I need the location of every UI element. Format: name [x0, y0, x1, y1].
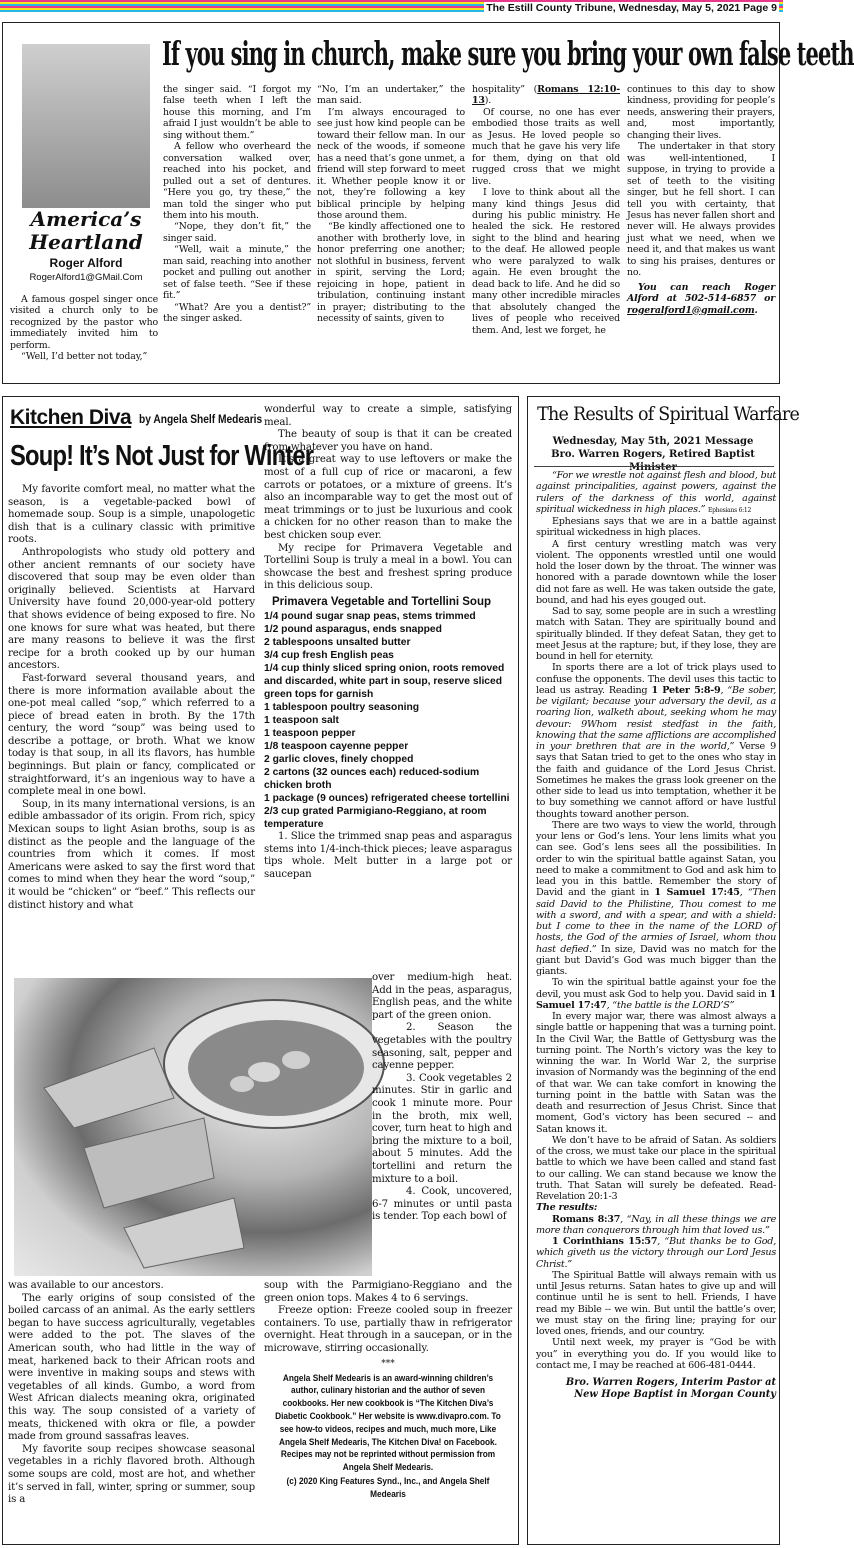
paragraph: Freeze option: Freeze cooled soup in freezer containers. To use, partially thaw in refrigerator overnight. Heat through in a saucepan, or in the microwave, stirring occasionally. [264, 1305, 512, 1354]
scripture-quote: , “Be sober, be vigilant; because your adversary the devil, as a roaring lion, walketh about, seeking whom he may devour: 9Whom resist stedfast in the faith, knowing that the same afflictions are accomplished in your brethren that are in the world,” [536, 684, 777, 752]
results-label: The results: [536, 1202, 598, 1214]
paragraph: continues to this day to show kindness, providing for people’s needs, answering their prayers, and, most importantly, changing their lives. [627, 84, 775, 141]
paragraph [536, 662, 776, 820]
paragraph: The undertaker in that story was well-intentioned, I suppose, in trying to provide a set of teeth to the visiting singer, but he fell short. I can tell you with certainty, that Jesus has never fallen short and never will. He always provides just what we need, when we need it, and that makes us want to sing his praises, dentures or no. [627, 141, 775, 279]
ingredient-item: 1 teaspoon salt [264, 714, 339, 726]
soup-photo [14, 978, 372, 1276]
paragraph: My favorite soup recipes showcase seasonal vegetables in a richly flavored broth. Although some soups are cold, most are hot, and whether it’s served in fall, winter, spring or summer, soup is a [8, 1443, 255, 1506]
paragraph: A first century wrestling match was very violent. The opponents wrestled until one would hold the loser down by the throat. The winner was honored with a parade downtown while the loser did not fare as well. He was taken outside the gate, bound, and had his eyes gouged out. [536, 538, 776, 606]
paragraph: “Be kindly affectioned one to another with brotherly love, in honor preferring one another; not slothful in business, fervent in spirit, serving the Lord; rejoicing in hope, patient in tribulation, continuing instant in prayer; distributing to the necessity of saints, given to [317, 221, 465, 325]
epigraph [536, 470, 776, 516]
paragraph: was available to our ancestors. [8, 1280, 164, 1291]
text-span: ). [484, 95, 492, 107]
heartland-headline: If you sing in church, make sure you bring your own false teeth [162, 33, 854, 73]
paragraph: “No, I’m an undertaker,” the man said. [317, 84, 465, 107]
contact-line [627, 282, 775, 316]
scripture-ref: 1 Samuel 17:47 [536, 988, 776, 1011]
heartland-col-1 [10, 294, 158, 380]
scripture-ref: 1 Samuel 17:45 [654, 887, 740, 899]
recipe-title: Primavera Vegetable and Tortellini Soup [272, 595, 491, 608]
paragraph: “Nope, they don’t fit,” the singer said. [163, 221, 311, 244]
paragraph: I love to think about all the many kind things Jesus did during his public ministry. He healed the sick. He restored sight to the blind and hearing to the deaf. He allowed people who were paralyzed to walk again. He even brought the dead back to life. And he did so many other incredible miracles that absolutely changed the lives of people who received them. And, lest we forget, he [472, 187, 620, 336]
recipe-step: over medium-high heat. Add in the peas, asparagus, English peas, and the white part of the green onion. [372, 972, 512, 1021]
signature-line: New Hope Baptist in Morgan County [574, 1389, 776, 1400]
divider [534, 466, 774, 467]
text-span: hospitality” ( [472, 84, 538, 95]
paragraph [536, 820, 776, 978]
scripture-quote: , “the battle is the LORD’S” [606, 999, 735, 1011]
text-span: To win the spiritual battle against your foe the devil, you must ask God to help you. David said in [536, 977, 776, 1000]
paragraph [536, 1236, 776, 1270]
paragraph: soup with the Parmigiano-Reggiano and the green onion tops. Makes 4 to 6 servings. [264, 1280, 512, 1304]
column-name: America’s Heartland [29, 207, 143, 254]
paragraph [472, 84, 620, 107]
scripture-ref: Romans 12:10-13 [472, 84, 620, 107]
paragraph: I’m always encouraged to see just how kind people can be toward their fellow man. In our neck of the woods, if someone has a need that’s gone unmet, a friend will step forward to meet it. Whether people know it or not, they’re following a key biblical principle by helping those around them. [317, 106, 465, 221]
recipe-step: 3. Cook vegetables 2 minutes. Stir in garlic and cook 1 minute more. Pour in the broth, mix well, cover, turn heat to high and bring the mixture to a boil, about 5 minutes. Add the tortellini and return the mixture to a boil. [372, 1072, 512, 1185]
scripture-quote: , “Nay, in all these things we are more than conquerors through him that loved us.” [536, 1213, 776, 1236]
heartland-col-4 [472, 84, 620, 380]
text-span: You can reach Roger Alford at 502-514-6857 or [627, 281, 775, 305]
ingredient-item: 1 tablespoon poultry seasoning [264, 701, 420, 713]
ingredient-item: 2 cartons (32 ounces each) reduced-sodium chicken broth [264, 766, 480, 791]
text-span: In sports there are a lot of trick plays used to confuse the opponents. The devil uses this tactic to lead us astray. Reading [536, 662, 776, 696]
paragraph: A famous gospel singer once visited a church only to be recognized by the pastor who immediately invited him to perform. [10, 294, 158, 351]
scripture-quote: , “But thanks be to God, which giveth us the victory through our Lord Jesus Christ.” [536, 1236, 776, 1270]
paragraph [536, 977, 776, 1011]
spiritual-warfare-body [536, 470, 776, 1401]
kitchen-diva-byline: by Angela Shelf Medearis [139, 412, 263, 426]
paragraph: Until next week, my prayer is “God be with you” in everything you do. If you would like to contact me, I may be reached at 606-481-0444. [536, 1337, 776, 1371]
paragraph: My recipe for Primavera Vegetable and Tortellini Soup is truly a meal in a bowl. You can showcase the best and freshest spring produce in this delicious soup. [264, 542, 512, 592]
epigraph-ref: Ephesians 6:12 [708, 506, 752, 514]
paragraph: We don’t have to be afraid of Satan. As soldiers of the cross, we must take our place in the spiritual battle to which we have been called and stand fast to our calling. We can stand because we know the truth. That Satan will surely be defeated. Read- Revelation 20:1-3 [536, 1134, 776, 1202]
kitchen-steps-narrow [372, 972, 512, 1282]
scripture-ref: 1 Corinthians 15:57 [552, 1236, 658, 1247]
ingredient-item: 2 tablespoons unsalted butter [264, 636, 411, 648]
paragraph: the singer said. “I forgot my false teeth when I left the house this morning, and I’m afraid I just wouldn’t be able to sing without them.” [163, 84, 311, 141]
paragraph: Ephesians says that we are in a battle against spiritual wickedness in high places. [536, 516, 776, 539]
scripture-ref: 1 Peter 5:8-9 [651, 684, 721, 696]
paragraph: Soup, in its many international versions, is an edible ambassador of its origin. From rich, spicy Mexican soups to light Asian broths, soup is as distinct as the people and the language of the countries from which it comes. If most Americans were asked to say the first word that comes to mind when they hear the word “soup,” it would be “chicken” or “beef.” This reflects our distinct history and what [8, 798, 255, 911]
paragraph: My favorite comfort meal, no matter what the season, is a vegetable-packed bowl of homemade soup. Soup is a simple, unapologetic dish that is a culinary classic with primitive roots. [8, 484, 255, 546]
kitchen-col-1 [8, 484, 255, 972]
soup-illustration [14, 978, 372, 1276]
spiritual-warfare-title: The Results of Spiritual Warfare [537, 403, 800, 425]
paragraph: Anthropologists who study old pottery and other ancient remnants of our society have discovered that soup may be even older than originally believed. Scientists at Harvard University have found 20,000-year-old pottery that shows evidence of being exposed to fire. No one knows for sure what was heated, but there are many reasons to believe it was the first recipe for a broth cooked up by our human ancestors. [8, 546, 255, 672]
paragraph: The beauty of soup is that it can be created from whatever you have on hand. [264, 429, 512, 453]
text-span: “For we wrestle not against flesh and blood, but against principalities, against powers, against the rulers of the darkness of this world, against spiritual wickedness in high places.” [536, 470, 776, 515]
kitchen-col-1b [8, 1280, 255, 1542]
copyright-line: (c) 2020 King Features Synd., Inc., and Angela Shelf Medearis [286, 1475, 490, 1499]
paragraph: Sad to say, some people are in such a wrestling match with Satan. They are spiritually bound and spiritually blinded. If they defeat Satan, they get to meet Jesus at the rapture; but, if they lose, they are bound in hell for eternity. [536, 606, 776, 662]
paragraph: A fellow who overheard the conversation walked over, reached into his pocket, and pulled out a set of dentures. “Here you go, try these,” the man told the singer who put them into his mouth. [163, 141, 311, 221]
scripture-quote: , “Then said David to the Philistine, Thou comest to me with a sword, and with a spear, and with a shield: but I come to thee in the name of the LORD of hosts, the God of the armies of Israel, whom thou hast defied.” [536, 887, 776, 955]
paragraph: It’s a great way to use leftovers or make the most of a full cup of rice or macaroni, a few carrots or potatoes, or a mixture of greens. It’s also an incomparable way to get the most out of meat trimmings or to just be luxurious and cook a chicken for no other reason than to make the best chicken soup ever. [264, 454, 512, 541]
paragraph: wonderful way to create a simple, satisfying meal. [264, 404, 512, 428]
heartland-col-2 [163, 84, 311, 380]
heartland-col-3 [317, 84, 465, 380]
scripture-ref: Romans 8:37 [552, 1213, 621, 1225]
kitchen-col-2 [264, 404, 512, 976]
ingredient-item: 1/8 teaspoon cayenne pepper [264, 740, 409, 752]
paragraph: Fast-forward several thousand years, and there is more information available about the one-pot meal called “sop,” which referred to a piece of bread eaten in broth. By the 17th century, the word “soup” was being used to describe a pottage, or broth. What we know today is that soup, in all its flavors, has humble beginnings. But plain or fancy, complicated or straightforward, it’s an ingenious way to have a complete meal in one bowl. [8, 672, 255, 798]
paragraph [536, 1214, 776, 1237]
author-email: RogerAlford1@GMail.Com [29, 272, 143, 283]
ingredient-item: 1 teaspoon pepper [264, 727, 356, 739]
author-credit: Angela Shelf Medearis is an award-winning children’s author, culinary historian and the author of seven cookbooks. Her new cookbook is “The Kitchen Diva’s Diabetic Cookbook.” Her website is www.divapro.com. To see how-to videos, recipes and much, much more, Like Angela Shelf Medearis, The Kitchen Diva! on Facebook. Recipes may not be reprinted without permission from Angela Shelf Medearis. [275, 1372, 501, 1473]
ingredient-item: 2 garlic cloves, finely chopped [264, 753, 414, 765]
message-author: Bro. Warren Rogers, Retired Baptist Minister [551, 449, 755, 473]
paragraph: The early origins of soup consisted of the boiled carcass of an animal. As the early settlers began to have success agriculturally, vegetables were added to the pot. The slaves of the American south, who had little in the way of meat, harkened back to their African roots and were inventive in making soups and stews with vegetables of all kinds. Gumbo, a word from West African dialects meaning okra, originated this way. The soup consisted of a variety of meats, thickened with okra or file, a powder made from ground sassafras leaves. [8, 1292, 255, 1443]
paragraph: The Spiritual Battle will always remain with us until Jesus returns. Satan hates to give up and will continue until he is sent to hell. Friends, I have read my Bible -- we win. But until the battle’s over, we must stay on the firing line; praying for our loved ones, friends, and our country. [536, 1269, 776, 1337]
kitchen-col-2b [264, 1280, 512, 1542]
ingredient-item: 3/4 cup fresh English peas [264, 649, 394, 661]
paragraph: “What? Are you a dentist?” the singer asked. [163, 301, 311, 325]
ingredient-item: 1/4 cup thinly sliced spring onion, roots removed and discarded, white part in soup, reserve sliced green tops for garnish [264, 662, 505, 700]
signature-line: Bro. Warren Rogers, Interim Pastor at [565, 1377, 776, 1388]
text-span: There are two ways to view the world, through your lens or God’s lens. Your lens limits what you can see. God’s lens sees all the possibilities. In order to win the spiritual battle against Satan, you need to make a commitment to God and ask him to lead you in this battle. Remember the story of David and the giant in [536, 819, 776, 899]
kitchen-diva-brand: Kitchen Diva [10, 406, 132, 429]
text-span: . [754, 304, 758, 316]
paragraph: “Well, wait a minute,” the man said, reaching into another pocket and pulling out another set of false teeth. “See if these fit.” [163, 244, 311, 302]
ingredient-item: 2/3 cup grated Parmigiano-Reggiano, at room temperature [264, 805, 487, 830]
paragraph: “Well, I’d better not today,” [21, 351, 148, 363]
contact-email-link[interactable]: rogeralford1@gmail.com [627, 304, 755, 316]
kitchen-diva-title: Soup! It’s Not Just for Winter [10, 440, 314, 472]
recipe-step: 2. Season the vegetables with the poultry seasoning, salt, pepper and cayenne pepper. [372, 1022, 512, 1072]
recipe-step: 4. Cook, uncovered, 6-7 minutes or until pasta is tender. Top each bowl of [372, 1186, 512, 1223]
spiritual-warfare-subtitle [527, 435, 779, 474]
ingredient-item: 1/2 pound asparagus, ends snapped [264, 623, 442, 635]
page-header: The Estill County Tribune, Wednesday, May 5, 2021 Page 9 [486, 2, 777, 14]
author-photo [22, 44, 150, 208]
paragraph: Of course, no one has ever embodied those traits as well as Jesus. He loved people so much that he gave his very life for them, dying on that old rugged cross that we might live. [472, 106, 620, 187]
heartland-col-5 [627, 84, 775, 380]
message-date: Wednesday, May 5th, 2021 Message [552, 436, 754, 447]
ingredient-item: 1 package (9 ounces) refrigerated cheese tortellini [264, 792, 510, 804]
text-span: Verse 9 says that Satan tried to get to the ones who stay in the faith and guidance of the Lord Jesus Christ. Sometimes he makes the grass look greener on the other side to lead us into temptation, whether it be to buy something we cannot afford or have lustful thoughts toward another person. [536, 741, 776, 820]
author-name: Roger Alford [49, 256, 123, 270]
paragraph: In every major war, there was almost always a single battle or happening that was a turning point. In the Civil War, the Battle of Gettysburg was the turning point. The North’s victory was the key to winning the war. In World War 2, the surprise invasion of Normandy was the beginning of the end of that war. We can take comfort in knowing the turning point in the battle with Satan was the death and resurrection of Jesus Christ. Since that moment, God’s victory has been secured -- and Satan knows it. [536, 1011, 776, 1135]
recipe-step: 1. Slice the trimmed snap peas and asparagus stems into 1/4-inch-thick pieces; leave asparagus tips whole. Melt butter in a large pot or saucepan [264, 830, 512, 880]
text-span: In size, David was no match for the giant but David’s God was much bigger than the giants. [536, 943, 776, 977]
ingredient-item: 1/4 pound sugar snap peas, stems trimmed [264, 610, 476, 622]
separator: *** [381, 1358, 395, 1369]
